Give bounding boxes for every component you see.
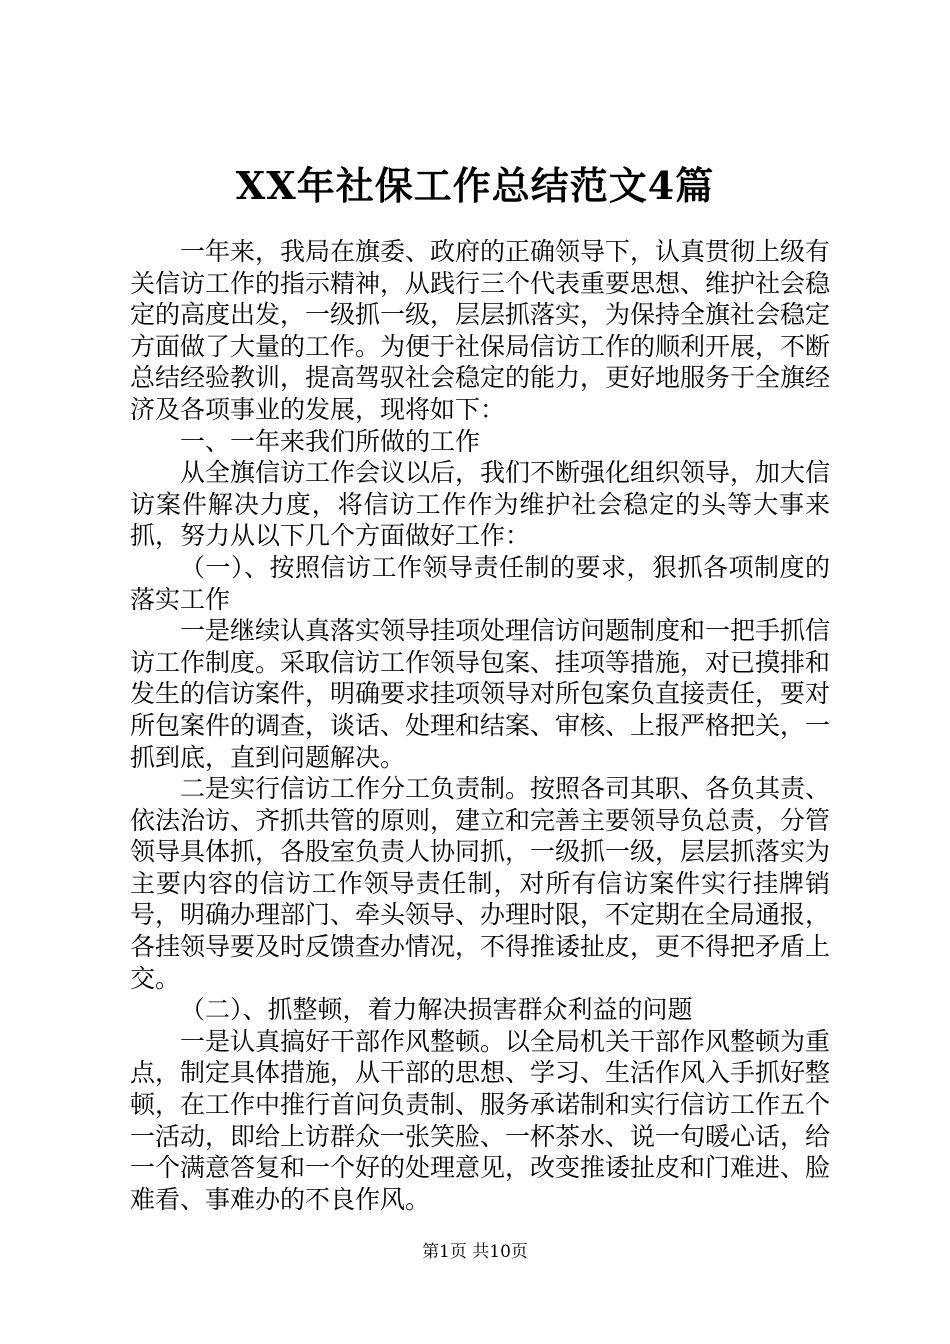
document-title: XX年社保工作总结范文4篇 [235, 163, 715, 208]
paragraph: 一是继续认真落实领导挂项处理信访问题制度和一把手抓信访工作制度。采取信访工作领导包案、挂项等措施，对已摸排和发生的信访案件，明确要求挂项领导对所包案负直接责任，要对所包案件的调查，谈话、处理和结案、审核、上报严格把关，一抓到底，直到问题解决。 [130, 616, 831, 772]
paragraph-intro: 一年来，我局在旗委、政府的正确领导下，认真贯彻上级有关信访工作的指示精神，从践行三个代表重要思想、维护社会稳定的高度出发，一级抓一级，层层抓落实，为保持全旗社会稳定方面做了大量的工作。为便于社保局信访工作的顺利开展，不断总结经验教训，提高驾驭社会稳定的能力，更好地服务于全旗经济及各项事业的发展，现将如下： [130, 237, 831, 424]
section-heading-1: 一、一年来我们所做的工作 [180, 426, 481, 456]
subsection-heading-2: （二）、抓整顿，着力解决损害群众利益的问题 [180, 995, 693, 1025]
paragraph: 一是认真搞好干部作风整顿。以全局机关干部作风整顿为重点，制定具体措施，从干部的思想、学习、生活作风入手抓好整顿，在工作中推行首问负责制、服务承诺制和实行信访工作五个一活动，即给上访群众一张笑脸、一杯茶水、说一句暖心话，给一个满意答复和一个好的处理意见，改变推诿扯皮和门难进、脸难看、事难办的不良作风。 [130, 1026, 831, 1214]
paragraph: 二是实行信访工作分工负责制。按照各司其职、各负其责、依法治访、齐抓共管的原则，建立和完善主要领导负总责，分管领导具体抓，各股室负责人协同抓，一级抓一级，层层抓落实为主要内容的信访工作领导责任制，对所有信访案件实行挂牌销号，明确办理部门、牵头领导、办理时限，不定期在全局通报，各挂领导要及时反馈查办情况，不得推诿扯皮，更不得把矛盾上交。 [130, 774, 831, 993]
document-body [130, 236, 830, 1215]
page-number-footer: 第1页 共10页 [422, 1242, 528, 1262]
subsection-heading-1: （一）、按照信访工作领导责任制的要求，狠抓各项制度的落实工作 [130, 552, 830, 614]
paragraph: 从全旗信访工作会议以后，我们不断强化组织领导，加大信访案件解决力度，将信访工作作为维护社会稳定的头等大事来抓，努力从以下几个方面做好工作： [130, 458, 831, 551]
